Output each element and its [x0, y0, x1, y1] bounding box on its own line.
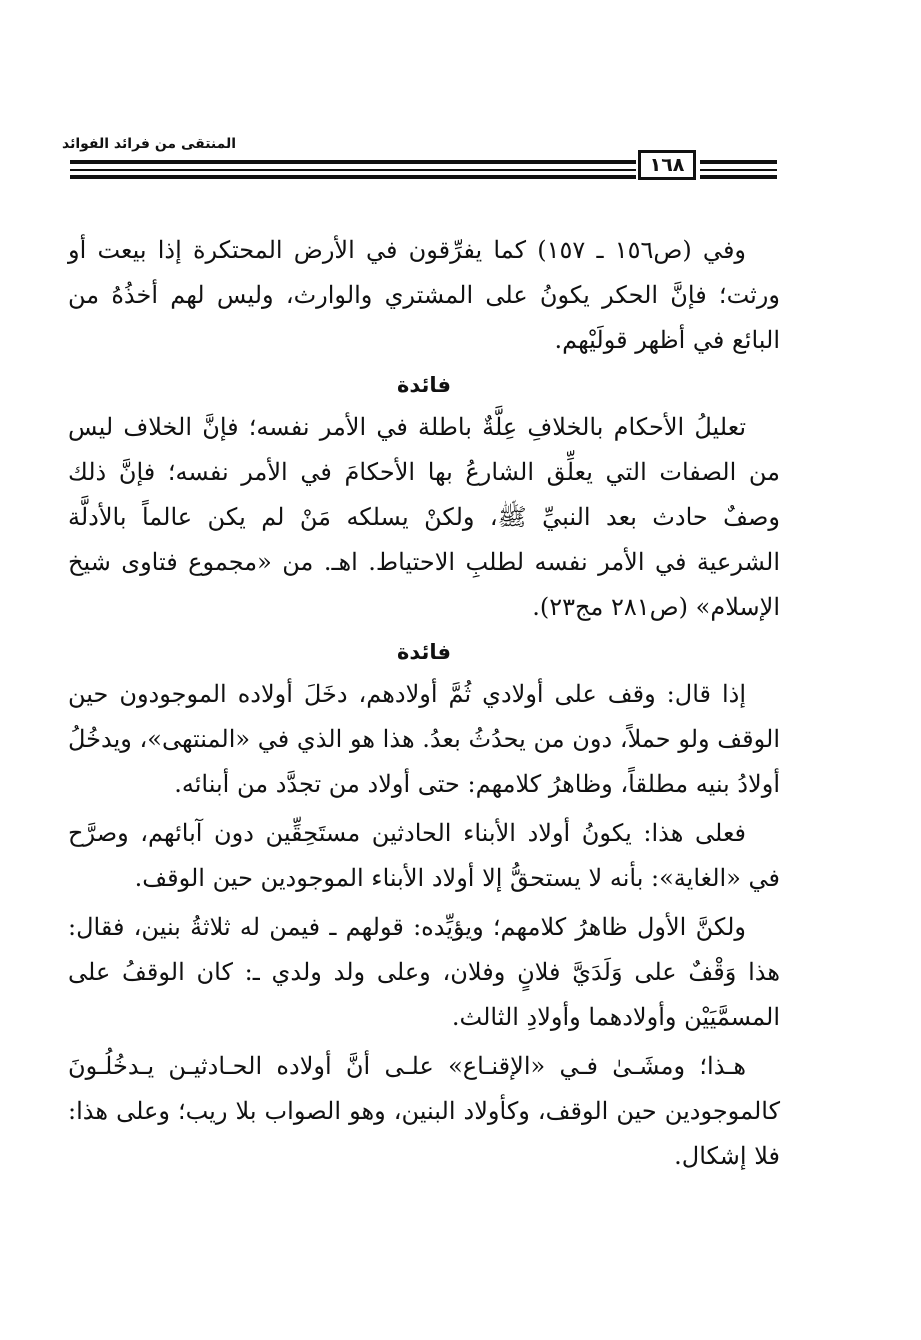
paragraph: وفي (ص١٥٦ ـ ١٥٧) كما يفرِّقون في الأرض المحتكرة إذا بيعت أو ورثت؛ فإنَّ الحكر يكونُ على المشتري والوارث، وليس لهم أخذُهُ من البائع في أظهر قولَيْهم.	[68, 236, 780, 354]
header-rule	[700, 175, 777, 179]
section-heading: فائدة	[396, 640, 452, 664]
paragraph: هـذا؛ ومشَـىٰ فـي «الإقنـاع» علـى أنَّ أولاده الحـادثيـن يـدخُلُـونَ كالموجودين حين الوقف، وكأولاد البنين، وهو الصواب بلا ريب؛ وعلى هذا: فلا إشكال.	[68, 1052, 780, 1170]
paragraph: تعليلُ الأحكام بالخلافِ عِلَّةٌ باطلة في الأمر نفسه؛ فإنَّ الخلاف ليس من الصفات التي يعلِّق الشارعُ بها الأحكامَ في الأمر نفسه؛ فإنَّ ذلك وصفٌ حادث بعد النبيِّ ﷺ، ولكنْ يسلكه مَنْ لم يكن عالماً بالأدلَّة الشرعية في الأمر نفسه لطلبِ الاحتياط. اهـ. من «مجموع فتاوى شيخ الإسلام» (ص٢٨١ مج٢٣).	[68, 413, 781, 621]
header-rule	[700, 169, 777, 171]
header-rule	[70, 169, 636, 171]
paragraph: ولكنَّ الأول ظاهرُ كلامهم؛ ويؤيِّده: قولهم ـ فيمن له ثلاثةُ بنين، فقال: هذا وَقْفٌ على وَلَدَيَّ فلانٍ وفلان، وعلى ولد ولدي ـ: كان الوقفُ على المسمَّيَيْن وأولادهما وأولادِ الثالث.	[68, 913, 780, 1031]
header-rule	[70, 160, 636, 164]
section-heading: فائدة	[396, 373, 452, 397]
running-title: المنتقى من فرائد الفوائد	[62, 136, 237, 152]
paragraph: فعلى هذا: يكونُ أولاد الأبناء الحادثين مستَحِقِّين دون آبائهم، وصرَّح في «الغاية»: بأنه لا يستحقُّ إلا أولاد الأبناء الموجودين حين الوقف.	[68, 819, 780, 892]
header-rule	[70, 175, 636, 179]
page-number: ١٦٨	[638, 150, 696, 180]
page-body	[68, 228, 780, 1183]
paragraph: إذا قال: وقف على أولادي ثُمَّ أولادهم، دخَلَ أولاده الموجودون حين الوقف ولو حملاً، دون من يحدُثُ بعدُ. هذا هو الذي في «المنتهى»، ويدخُلُ أولادُ بنيه مطلقاً، وظاهرُ كلامهم: حتى أولاد من تجدَّد من أبنائه.	[68, 680, 780, 798]
header-rule	[700, 160, 777, 164]
